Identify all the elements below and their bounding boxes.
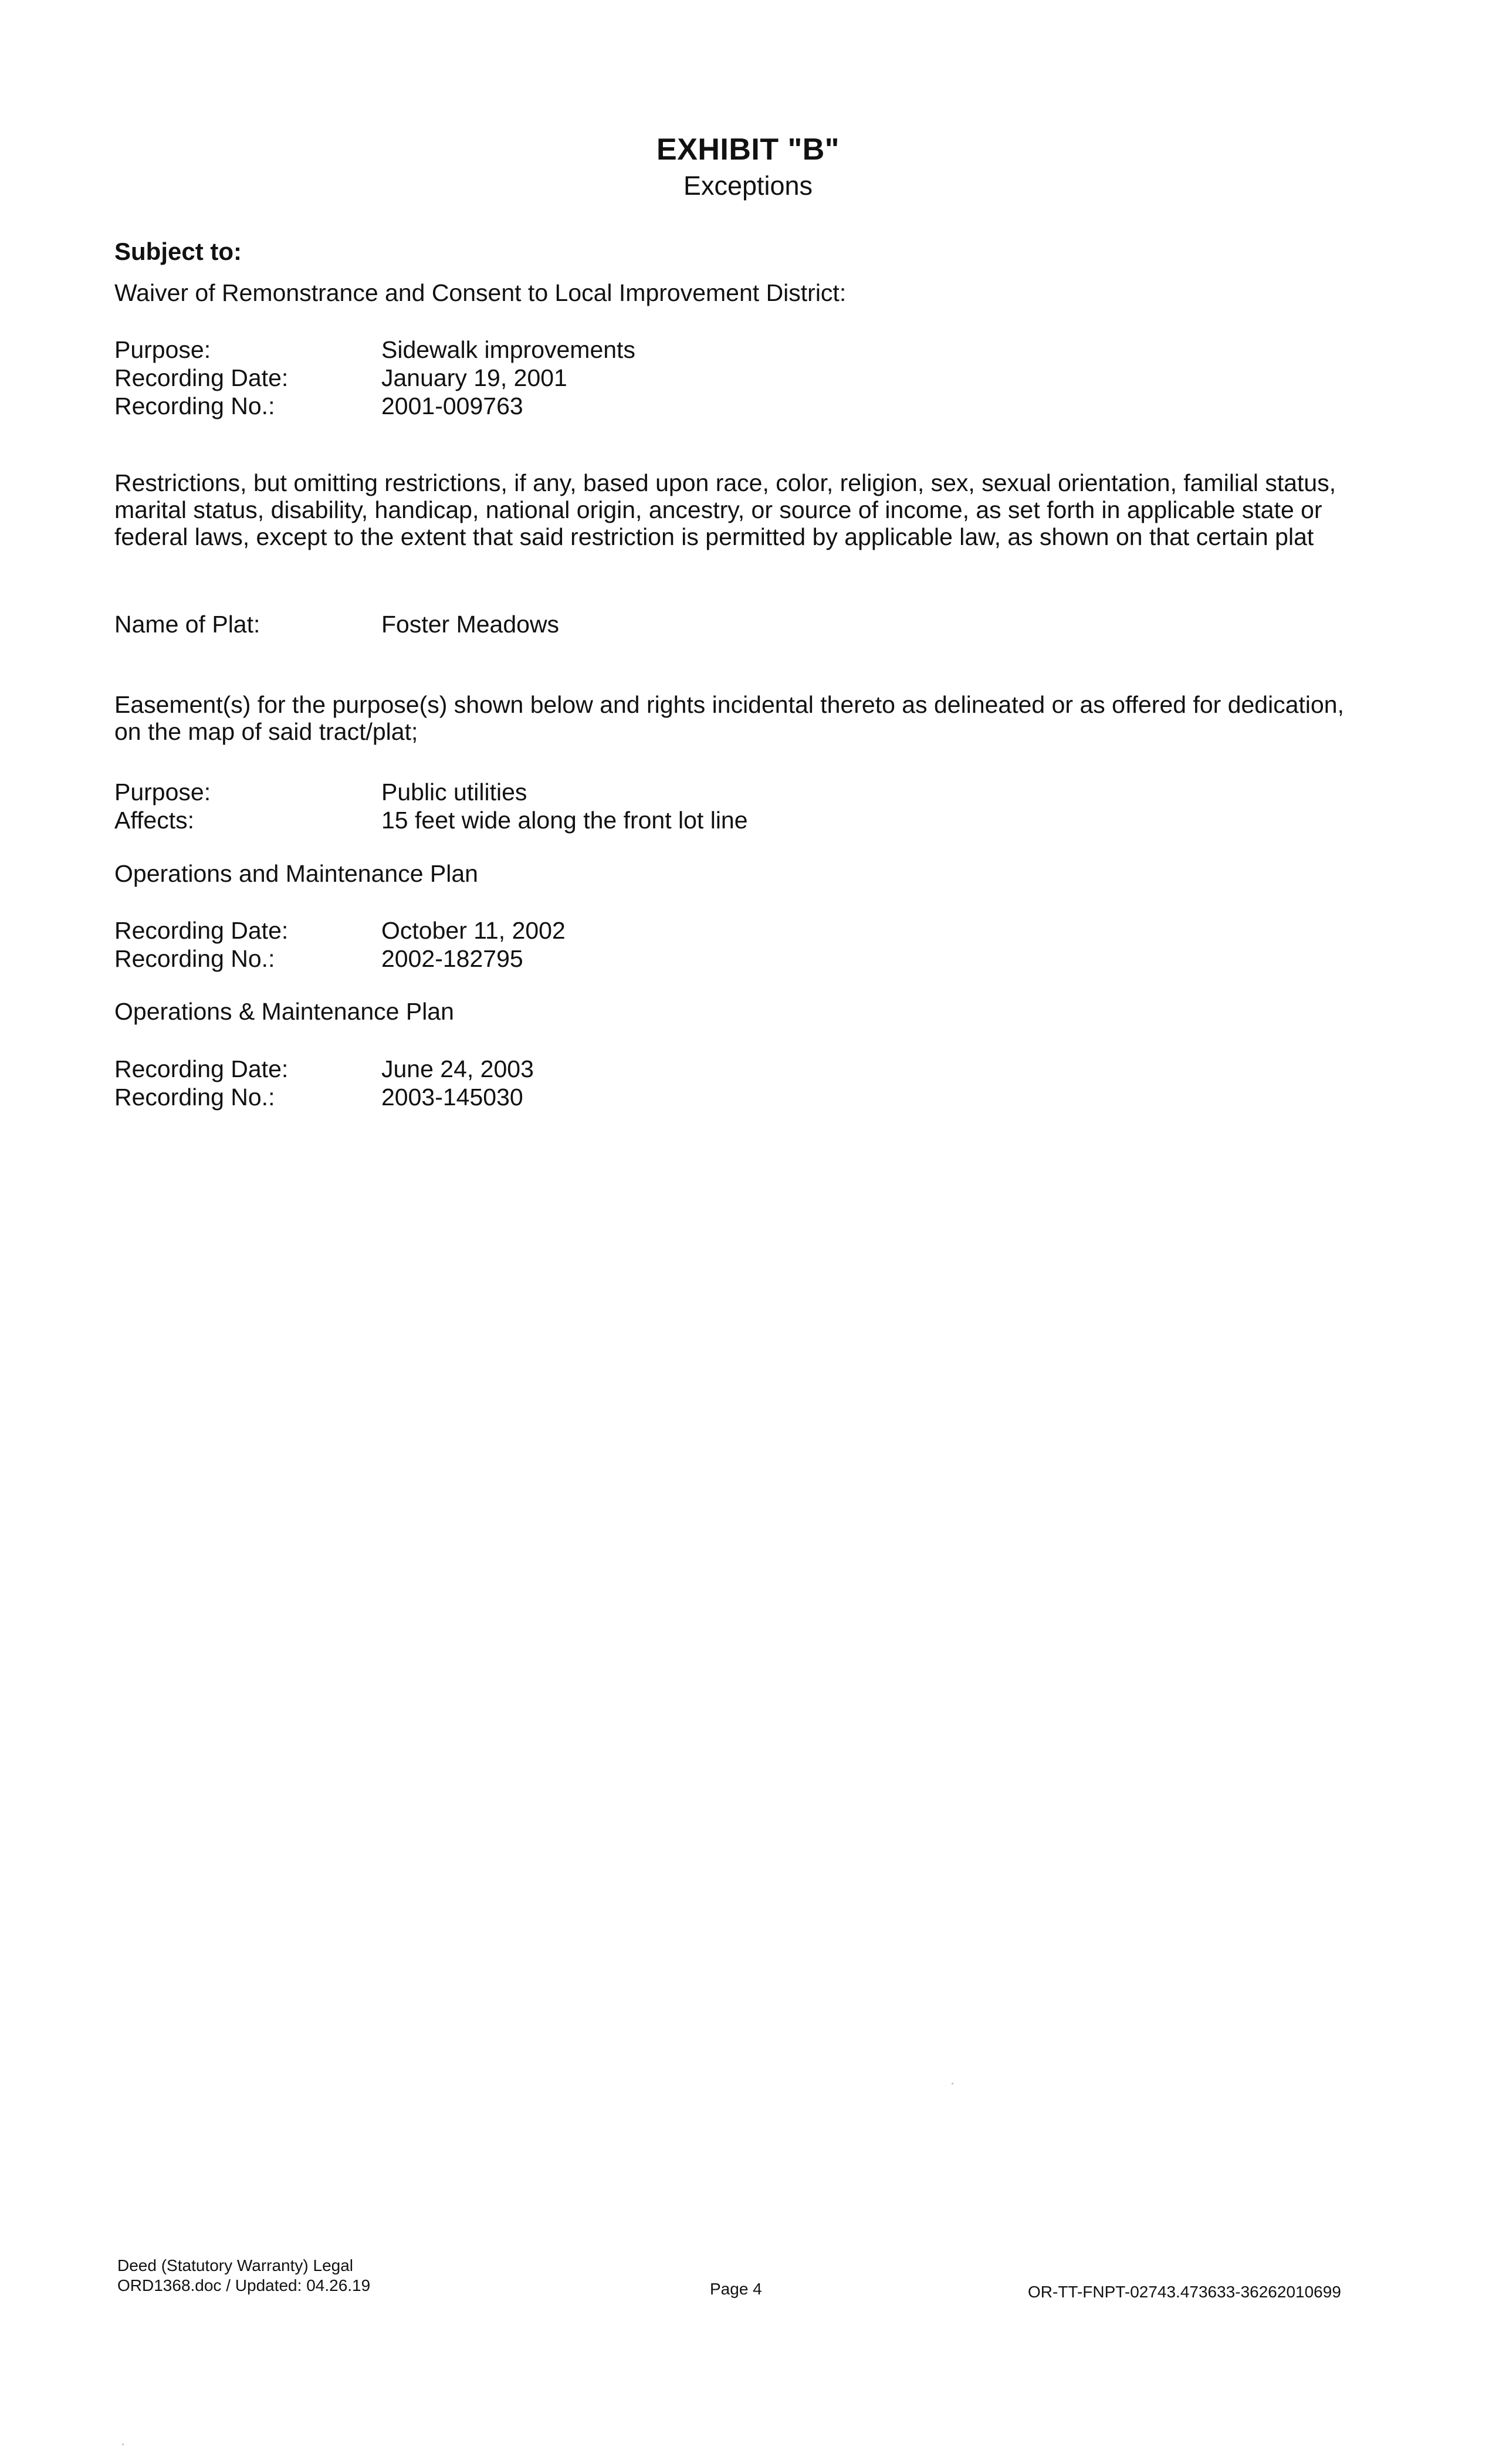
field-row: [114, 336, 635, 364]
easement-paragraph: Easement(s) for the purpose(s) shown below and rights incidental thereto as delineated or as offered for dedication, on the map of said tract/plat;: [114, 691, 1345, 745]
om-plan-fields: [114, 916, 566, 973]
waiver-heading: Waiver of Remonstrance and Consent to Local Improvement District:: [114, 279, 847, 306]
field-row: [114, 806, 748, 834]
field-row: [114, 392, 635, 420]
field-value: June 24, 2003: [381, 1055, 534, 1082]
field-label: Purpose:: [114, 779, 211, 805]
plat-fields: [114, 610, 559, 638]
field-row: [114, 1083, 534, 1111]
field-value: 2001-009763: [381, 392, 523, 419]
field-row: [114, 916, 566, 945]
om-plan-heading: Operations and Maintenance Plan: [114, 860, 478, 887]
field-value: 15 feet wide along the front lot line: [381, 807, 748, 834]
subject-to-label: Subject to:: [114, 238, 242, 265]
field-value: Sidewalk improvements: [381, 336, 635, 363]
field-value: October 11, 2002: [381, 917, 566, 944]
footer-left: [117, 2256, 370, 2296]
field-label: Affects:: [114, 807, 194, 834]
field-label: Recording Date:: [114, 917, 289, 944]
om-plan-amp-heading: Operations & Maintenance Plan: [114, 998, 454, 1025]
field-row: [114, 1055, 534, 1083]
exhibit-header: [0, 130, 1496, 203]
field-value: January 19, 2001: [381, 364, 567, 391]
field-value: Public utilities: [381, 779, 527, 805]
om-plan-amp-fields: [114, 1055, 534, 1111]
footer-form-name: Deed (Statutory Warranty) Legal: [117, 2256, 354, 2275]
restrictions-paragraph: Restrictions, but omitting restrictions, if any, based upon race, color, religion, sex, sexual orientation, familial status, marital status, disability, handicap, national origin, ancestry, or source of income, as set forth in applicable state or federal laws, except to the extent that said restriction is permitted by applicable law, as shown on that certain plat: [114, 469, 1336, 550]
exhibit-subtitle: Exceptions: [683, 171, 813, 201]
field-row: [114, 610, 559, 638]
footer-doc-id: ORD1368.doc / Updated: 04.26.19: [117, 2276, 371, 2294]
field-label: Recording Date:: [114, 1055, 289, 1082]
field-label: Recording No.:: [114, 945, 275, 972]
field-label: Recording Date:: [114, 364, 289, 391]
waiver-fields: [114, 336, 635, 420]
field-value: 2002-182795: [381, 945, 523, 972]
easement-fields: [114, 778, 748, 834]
exhibit-title: EXHIBIT "B": [656, 133, 840, 167]
scan-speck: [122, 2443, 124, 2445]
scan-speck: [952, 2083, 953, 2084]
field-label: Purpose:: [114, 336, 211, 363]
field-label: Recording No.:: [114, 1084, 275, 1111]
field-row: [114, 945, 566, 973]
field-row: [114, 778, 748, 806]
field-row: [114, 364, 635, 392]
footer-page-number: Page 4: [710, 2280, 762, 2298]
field-value: Foster Meadows: [381, 611, 560, 638]
field-value: 2003-145030: [381, 1084, 523, 1111]
field-label: Recording No.:: [114, 392, 275, 419]
field-label: Name of Plat:: [114, 611, 260, 638]
footer-order-number: OR-TT-FNPT-02743.473633-36262010699: [1028, 2283, 1341, 2301]
